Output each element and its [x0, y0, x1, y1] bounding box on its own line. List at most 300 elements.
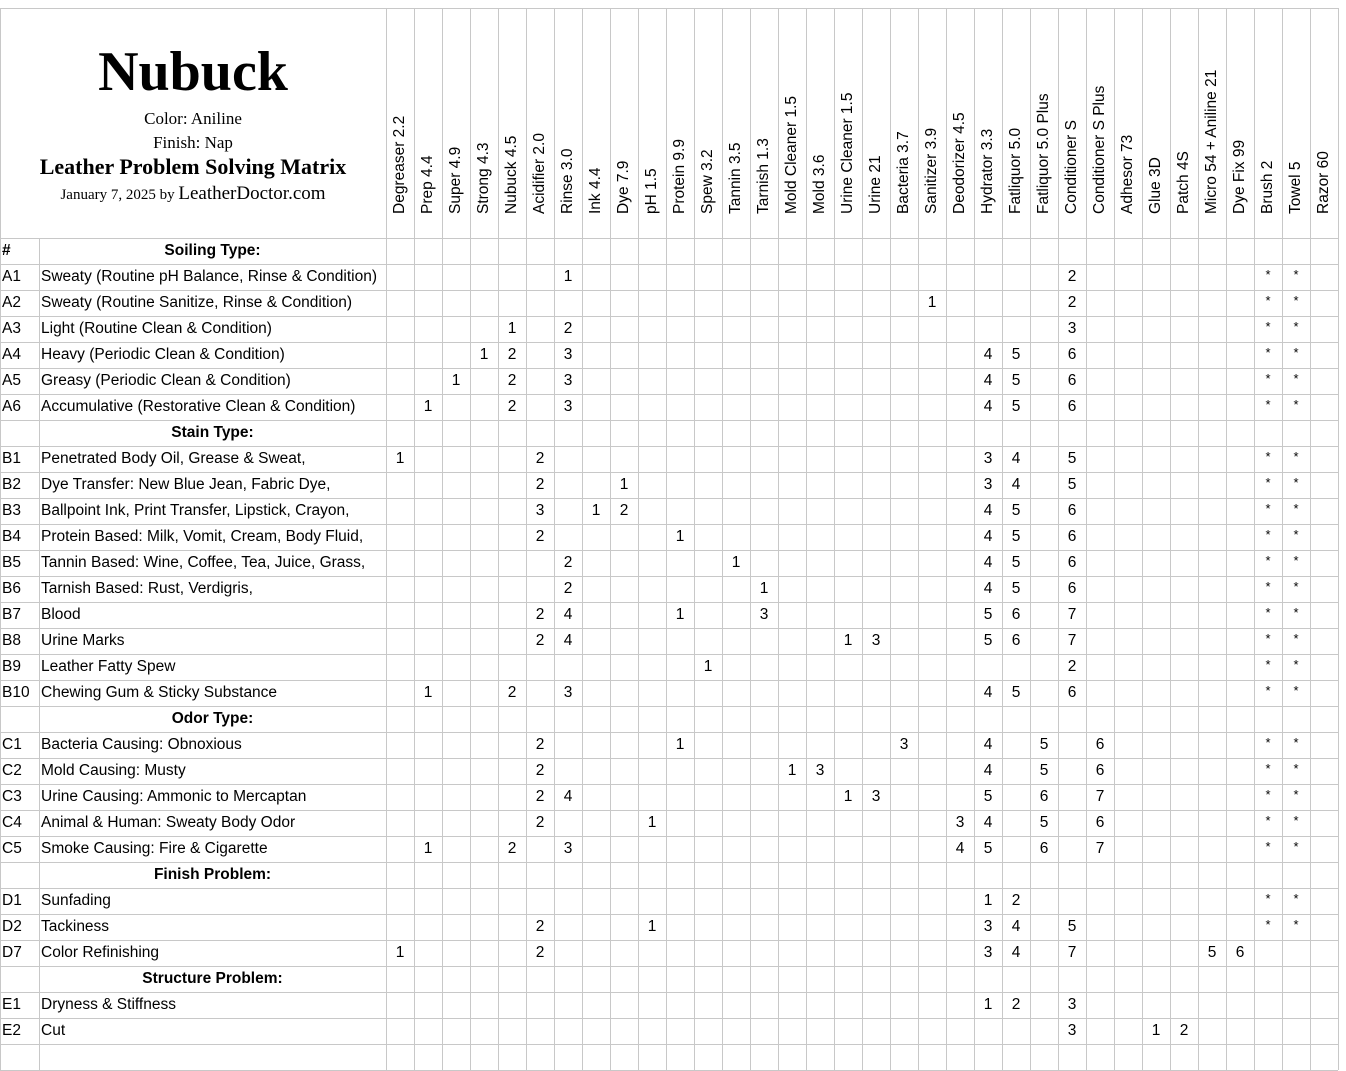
matrix-cell: 3: [983, 918, 993, 935]
column-header: [1254, 8, 1282, 238]
matrix-cell: 3: [563, 372, 573, 389]
matrix-cell: 7: [1067, 632, 1077, 649]
color-line: Color: Aniline: [144, 109, 242, 128]
matrix-cell: 3: [563, 346, 573, 363]
matrix-cell: 2: [1011, 892, 1021, 909]
column-header: [778, 8, 806, 238]
row-label: Tarnish Based: Rust, Verdigris,: [41, 580, 253, 597]
matrix-cell: *: [1265, 657, 1271, 672]
matrix-cell: *: [1293, 475, 1299, 490]
matrix-cell: 3: [1067, 320, 1077, 337]
column-header-label: Bacteria 3.7: [895, 131, 912, 214]
column-header-label: Mold 3.6: [811, 154, 828, 214]
matrix-cell: 1: [423, 840, 433, 857]
matrix-cell: 5: [1011, 398, 1021, 415]
matrix-cell: 5: [1207, 944, 1217, 961]
row-code: C1: [2, 736, 22, 753]
column-header: [862, 8, 890, 238]
matrix-cell: 4: [955, 840, 965, 857]
matrix-cell: 4: [983, 346, 993, 363]
column-header-label: Conditioner S Plus: [1091, 85, 1108, 214]
matrix-cell: 1: [759, 580, 769, 597]
matrix-cell: 7: [1067, 606, 1077, 623]
matrix-cell: 2: [535, 814, 545, 831]
hash-header: #: [2, 242, 11, 259]
column-header-label: Conditioner S: [1063, 120, 1080, 214]
matrix-cell: 2: [535, 918, 545, 935]
matrix-cell: *: [1293, 501, 1299, 516]
matrix-cell: 4: [983, 372, 993, 389]
matrix-cell: 1: [787, 762, 797, 779]
column-header-label: Super 4.9: [447, 146, 464, 214]
matrix-cell: *: [1265, 371, 1271, 386]
column-header-label: Towel 5: [1287, 161, 1304, 214]
matrix-cell: 2: [535, 762, 545, 779]
row-label: Animal & Human: Sweaty Body Odor: [41, 814, 296, 831]
matrix-cell: *: [1265, 397, 1271, 412]
matrix-cell: *: [1265, 891, 1271, 906]
matrix-cell: 6: [1067, 684, 1077, 701]
row-code: A4: [2, 346, 21, 363]
matrix-cell: 2: [535, 450, 545, 467]
matrix-cell: 4: [563, 632, 573, 649]
row-code: C5: [2, 840, 22, 857]
matrix-cell: 3: [899, 736, 909, 753]
column-header: [498, 8, 526, 238]
matrix-cell: 7: [1095, 788, 1105, 805]
matrix-cell: 5: [1067, 918, 1077, 935]
matrix-cell: *: [1265, 345, 1271, 360]
row-code: B5: [2, 554, 21, 571]
matrix-cell: 5: [1011, 372, 1021, 389]
row-label: Sweaty (Routine Sanitize, Rinse & Condition): [41, 294, 353, 311]
matrix-cell: *: [1293, 553, 1299, 568]
column-header: [722, 8, 750, 238]
matrix-cell: 6: [1067, 580, 1077, 597]
matrix-cell: 4: [563, 606, 573, 623]
matrix-cell: *: [1293, 579, 1299, 594]
matrix-cell: 6: [1039, 840, 1049, 857]
matrix-cell: 3: [535, 502, 545, 519]
row-code: D7: [2, 944, 22, 961]
matrix-cell: 2: [507, 840, 517, 857]
matrix-cell: 1: [983, 996, 993, 1013]
matrix-cell: *: [1293, 735, 1299, 750]
matrix-cell: 2: [507, 684, 517, 701]
title-block: [0, 8, 386, 238]
matrix-cell: 4: [983, 684, 993, 701]
matrix-cell: *: [1265, 683, 1271, 698]
column-header-label: Rinse 3.0: [559, 148, 576, 214]
row-code: C3: [2, 788, 22, 805]
matrix-cell: 2: [507, 398, 517, 415]
matrix-cell: 6: [1067, 398, 1077, 415]
matrix-cell: 2: [1067, 294, 1077, 311]
matrix-cell: 1: [451, 372, 461, 389]
matrix-cell: 2: [619, 502, 629, 519]
matrix-cell: 1: [647, 814, 657, 831]
row-code: B9: [2, 658, 21, 675]
matrix-cell: 4: [1011, 450, 1021, 467]
matrix-cell: 2: [535, 476, 545, 493]
matrix-cell: *: [1265, 293, 1271, 308]
matrix-cell: *: [1265, 839, 1271, 854]
matrix-cell: *: [1293, 319, 1299, 334]
matrix-cell: 1: [647, 918, 657, 935]
matrix-cell: 3: [759, 606, 769, 623]
matrix-cell: 5: [1011, 580, 1021, 597]
column-header-label: Glue 3D: [1147, 157, 1164, 214]
row-label: Chewing Gum & Sticky Substance: [41, 684, 278, 701]
column-header: [806, 8, 834, 238]
column-header: [1114, 8, 1142, 238]
matrix-cell: *: [1265, 735, 1271, 750]
row-code: B7: [2, 606, 21, 623]
matrix-cell: *: [1265, 761, 1271, 776]
matrix-cell: *: [1265, 553, 1271, 568]
matrix-cell: 1: [843, 788, 853, 805]
matrix-cell: 1: [423, 684, 433, 701]
row-label: Blood: [41, 606, 81, 623]
column-header: [1170, 8, 1198, 238]
matrix-cell: *: [1265, 787, 1271, 802]
column-header-label: Adhesor 73: [1119, 134, 1136, 214]
matrix-cell: 4: [983, 528, 993, 545]
matrix-cell: 2: [563, 580, 573, 597]
matrix-cell: 5: [1011, 554, 1021, 571]
matrix-cell: 5: [983, 606, 993, 623]
column-header-label: Deodorizer 4.5: [951, 112, 968, 214]
row-label: Heavy (Periodic Clean & Condition): [41, 346, 285, 363]
column-header-label: Patch 4S: [1175, 151, 1192, 214]
matrix-cell: *: [1293, 839, 1299, 854]
matrix-cell: 3: [563, 840, 573, 857]
matrix-cell: *: [1293, 657, 1299, 672]
row-label: Smoke Causing: Fire & Cigarette: [41, 840, 268, 857]
matrix-cell: 1: [675, 606, 685, 623]
column-header-label: Nubuck 4.5: [503, 135, 520, 214]
matrix-cell: 6: [1067, 502, 1077, 519]
matrix-cell: 1: [927, 294, 937, 311]
matrix-cell: *: [1265, 631, 1271, 646]
matrix-cell: 4: [983, 762, 993, 779]
matrix-cell: 3: [1067, 1022, 1077, 1039]
column-header: [946, 8, 974, 238]
row-label: Greasy (Periodic Clean & Condition): [41, 372, 291, 389]
grid-line: [1338, 8, 1339, 1070]
matrix-cell: 1: [1151, 1022, 1161, 1039]
matrix-cell: 2: [535, 528, 545, 545]
matrix-cell: *: [1293, 397, 1299, 412]
matrix-cell: *: [1265, 501, 1271, 516]
column-header-label: Urine Cleaner 1.5: [839, 92, 856, 214]
column-header: [1002, 8, 1030, 238]
row-code: A2: [2, 294, 21, 311]
matrix-cell: 7: [1067, 944, 1077, 961]
column-header: [1198, 8, 1226, 238]
matrix-cell: 2: [563, 320, 573, 337]
matrix-cell: 6: [1067, 372, 1077, 389]
matrix-cell: *: [1293, 917, 1299, 932]
matrix-cell: 5: [1039, 762, 1049, 779]
matrix-cell: 3: [815, 762, 825, 779]
row-label: Urine Marks: [41, 632, 125, 649]
column-header: [1310, 8, 1338, 238]
matrix-cell: 6: [1235, 944, 1245, 961]
finish-line: Finish: Nap: [153, 133, 233, 152]
matrix-cell: 6: [1067, 554, 1077, 571]
matrix-cell: 6: [1011, 632, 1021, 649]
row-label: Tannin Based: Wine, Coffee, Tea, Juice, Grass,: [41, 554, 366, 571]
column-header: [1086, 8, 1114, 238]
matrix-cell: 2: [1067, 658, 1077, 675]
column-header: [554, 8, 582, 238]
matrix-cell: 5: [1039, 814, 1049, 831]
section-header: Finish Problem:: [153, 866, 272, 883]
column-header: [526, 8, 554, 238]
column-header-label: Razor 60: [1315, 151, 1332, 214]
column-header: [582, 8, 610, 238]
row-code: C4: [2, 814, 22, 831]
matrix-cell: *: [1293, 345, 1299, 360]
row-code: B3: [2, 502, 21, 519]
matrix-cell: 5: [983, 632, 993, 649]
matrix-cell: *: [1265, 813, 1271, 828]
matrix-cell: 5: [1011, 346, 1021, 363]
row-label: Sunfading: [41, 892, 111, 909]
row-label: Cut: [41, 1022, 66, 1039]
matrix-cell: *: [1293, 371, 1299, 386]
matrix-cell: 5: [1039, 736, 1049, 753]
column-header-label: Acidifier 2.0: [531, 133, 548, 214]
row-code: A5: [2, 372, 21, 389]
matrix-cell: 1: [731, 554, 741, 571]
row-code: B1: [2, 450, 21, 467]
column-header-label: Mold Cleaner 1.5: [783, 95, 800, 214]
row-code: B6: [2, 580, 21, 597]
matrix-cell: 3: [983, 450, 993, 467]
section-header: Structure Problem:: [142, 970, 283, 987]
column-header-label: Sanitizer 3.9: [923, 127, 940, 214]
matrix-cell: 6: [1039, 788, 1049, 805]
column-header: [694, 8, 722, 238]
column-header: [610, 8, 638, 238]
column-header: [750, 8, 778, 238]
row-code: B2: [2, 476, 21, 493]
matrix-cell: 1: [591, 502, 601, 519]
matrix-cell: *: [1293, 449, 1299, 464]
row-label: Urine Causing: Ammonic to Mercaptan: [41, 788, 307, 805]
matrix-cell: *: [1265, 527, 1271, 542]
row-code: D2: [2, 918, 22, 935]
row-code: B10: [2, 684, 30, 701]
row-label: Light (Routine Clean & Condition): [41, 320, 272, 337]
row-code: A6: [2, 398, 21, 415]
matrix-cell: 6: [1011, 606, 1021, 623]
matrix-cell: 1: [619, 476, 629, 493]
matrix-cell: 2: [535, 944, 545, 961]
matrix-cell: 3: [955, 814, 965, 831]
row-label: Penetrated Body Oil, Grease & Sweat,: [41, 450, 306, 467]
matrix-cell: 1: [703, 658, 713, 675]
column-header-label: Hydrator 3.3: [979, 128, 996, 214]
row-label: Dryness & Stiffness: [41, 996, 176, 1013]
matrix-cell: 4: [983, 580, 993, 597]
matrix-cell: 2: [535, 606, 545, 623]
row-code: B8: [2, 632, 21, 649]
matrix-cell: 4: [1011, 918, 1021, 935]
matrix-cell: 5: [983, 840, 993, 857]
column-header-label: Prep 4.4: [419, 155, 436, 214]
matrix-cell: 2: [1011, 996, 1021, 1013]
matrix-cell: 4: [983, 736, 993, 753]
row-label: Mold Causing: Musty: [41, 762, 186, 779]
column-header: [974, 8, 1002, 238]
row-label: Accumulative (Restorative Clean & Condition): [41, 398, 356, 415]
column-header: [666, 8, 694, 238]
matrix-cell: 1: [843, 632, 853, 649]
matrix-cell: *: [1293, 787, 1299, 802]
column-header: [414, 8, 442, 238]
matrix-cell: 6: [1095, 814, 1105, 831]
matrix-cell: 4: [1011, 476, 1021, 493]
matrix-cell: *: [1265, 475, 1271, 490]
matrix-cell: *: [1265, 917, 1271, 932]
matrix-cell: *: [1265, 449, 1271, 464]
matrix-cell: *: [1293, 683, 1299, 698]
column-header-label: Protein 9.9: [671, 139, 688, 214]
grid-line: [0, 1044, 1338, 1045]
column-header: [834, 8, 862, 238]
date-line: [0, 183, 386, 206]
matrix-cell: 6: [1095, 736, 1105, 753]
column-header-label: Brush 2: [1259, 160, 1276, 214]
matrix-cell: 2: [535, 632, 545, 649]
matrix-cell: 1: [395, 944, 405, 961]
column-header-label: Fatliquor 5.0: [1007, 127, 1024, 214]
matrix-cell: 4: [983, 554, 993, 571]
matrix-cell: 4: [563, 788, 573, 805]
matrix-cell: *: [1265, 319, 1271, 334]
row-code: A1: [2, 268, 21, 285]
column-header-label: Strong 4.3: [475, 142, 492, 214]
matrix-cell: 4: [983, 502, 993, 519]
row-label: Sweaty (Routine pH Balance, Rinse & Condition): [41, 268, 378, 285]
column-header-label: Urine 21: [867, 155, 884, 214]
column-header: [890, 8, 918, 238]
matrix-cell: *: [1293, 267, 1299, 282]
matrix-cell: 1: [563, 268, 573, 285]
row-label: Bacteria Causing: Obnoxious: [41, 736, 242, 753]
column-header: [1030, 8, 1058, 238]
matrix-cell: 4: [983, 398, 993, 415]
matrix-cell: 3: [871, 632, 881, 649]
matrix-cell: *: [1293, 527, 1299, 542]
row-label: Tackiness: [41, 918, 110, 935]
site-name: LeatherDoctor.com: [178, 183, 326, 204]
row-code: E2: [2, 1022, 21, 1039]
matrix-cell: 3: [983, 476, 993, 493]
matrix-cell: 2: [535, 736, 545, 753]
matrix-cell: 5: [1011, 528, 1021, 545]
matrix-cell: 1: [675, 736, 685, 753]
matrix-cell: 5: [1067, 450, 1077, 467]
row-code: D1: [2, 892, 22, 909]
row-label: Leather Fatty Spew: [41, 658, 176, 675]
matrix-cell: 3: [871, 788, 881, 805]
matrix-cell: 2: [1179, 1022, 1189, 1039]
matrix-cell: 5: [1067, 476, 1077, 493]
column-header-label: pH 1.5: [643, 168, 660, 214]
column-header: [1058, 8, 1086, 238]
matrix-cell: *: [1265, 579, 1271, 594]
column-header-label: Tarnish 1.3: [755, 138, 772, 214]
matrix-cell: *: [1293, 293, 1299, 308]
matrix-cell: 1: [479, 346, 489, 363]
column-header-label: Fatliquor 5.0 Plus: [1035, 93, 1052, 214]
column-header: [918, 8, 946, 238]
row-code: A3: [2, 320, 21, 337]
column-header-label: Ink 4.4: [587, 167, 604, 214]
matrix-cell: 3: [983, 944, 993, 961]
matrix-cell: *: [1293, 891, 1299, 906]
matrix-cell: *: [1265, 605, 1271, 620]
matrix-cell: *: [1293, 761, 1299, 776]
column-header: [386, 8, 414, 238]
column-header-label: Dye 7.9: [615, 160, 632, 214]
matrix-subtitle: Leather Problem Solving Matrix: [39, 154, 347, 179]
column-header: [1226, 8, 1254, 238]
column-header: [638, 8, 666, 238]
matrix-cell: 6: [1067, 346, 1077, 363]
matrix-cell: 1: [395, 450, 405, 467]
row-code: E1: [2, 996, 21, 1013]
column-header: [470, 8, 498, 238]
matrix-cell: 1: [675, 528, 685, 545]
row-label: Dye Transfer: New Blue Jean, Fabric Dye,: [41, 476, 331, 493]
column-header-label: Spew 3.2: [699, 149, 716, 214]
column-header-label: Micro 54 + Aniline 21: [1203, 69, 1220, 214]
matrix-cell: 2: [507, 346, 517, 363]
matrix-cell: 2: [563, 554, 573, 571]
matrix-title: Nubuck: [98, 41, 288, 103]
matrix-cell: 3: [1067, 996, 1077, 1013]
matrix-cell: 1: [507, 320, 517, 337]
matrix-cell: 4: [1011, 944, 1021, 961]
column-header: [1142, 8, 1170, 238]
column-header: [442, 8, 470, 238]
matrix-cell: 1: [983, 892, 993, 909]
matrix-cell: 5: [983, 788, 993, 805]
row-label: Color Refinishing: [41, 944, 160, 961]
matrix-cell: 1: [423, 398, 433, 415]
matrix-cell: 6: [1067, 528, 1077, 545]
matrix-cell: 5: [1011, 684, 1021, 701]
column-header-label: Degreaser 2.2: [391, 115, 408, 214]
matrix-cell: 6: [1095, 762, 1105, 779]
matrix-cell: *: [1293, 605, 1299, 620]
column-header-label: Tannin 3.5: [727, 142, 744, 214]
column-header-label: Dye Fix 99: [1231, 139, 1248, 214]
column-header: [1282, 8, 1310, 238]
matrix-cell: *: [1265, 267, 1271, 282]
matrix-cell: 5: [1011, 502, 1021, 519]
row-label: Protein Based: Milk, Vomit, Cream, Body Fluid,: [41, 528, 364, 545]
row-code: C2: [2, 762, 22, 779]
matrix-cell: 7: [1095, 840, 1105, 857]
matrix-cell: *: [1293, 813, 1299, 828]
date-prefix: January 7, 2025 by: [60, 187, 179, 203]
